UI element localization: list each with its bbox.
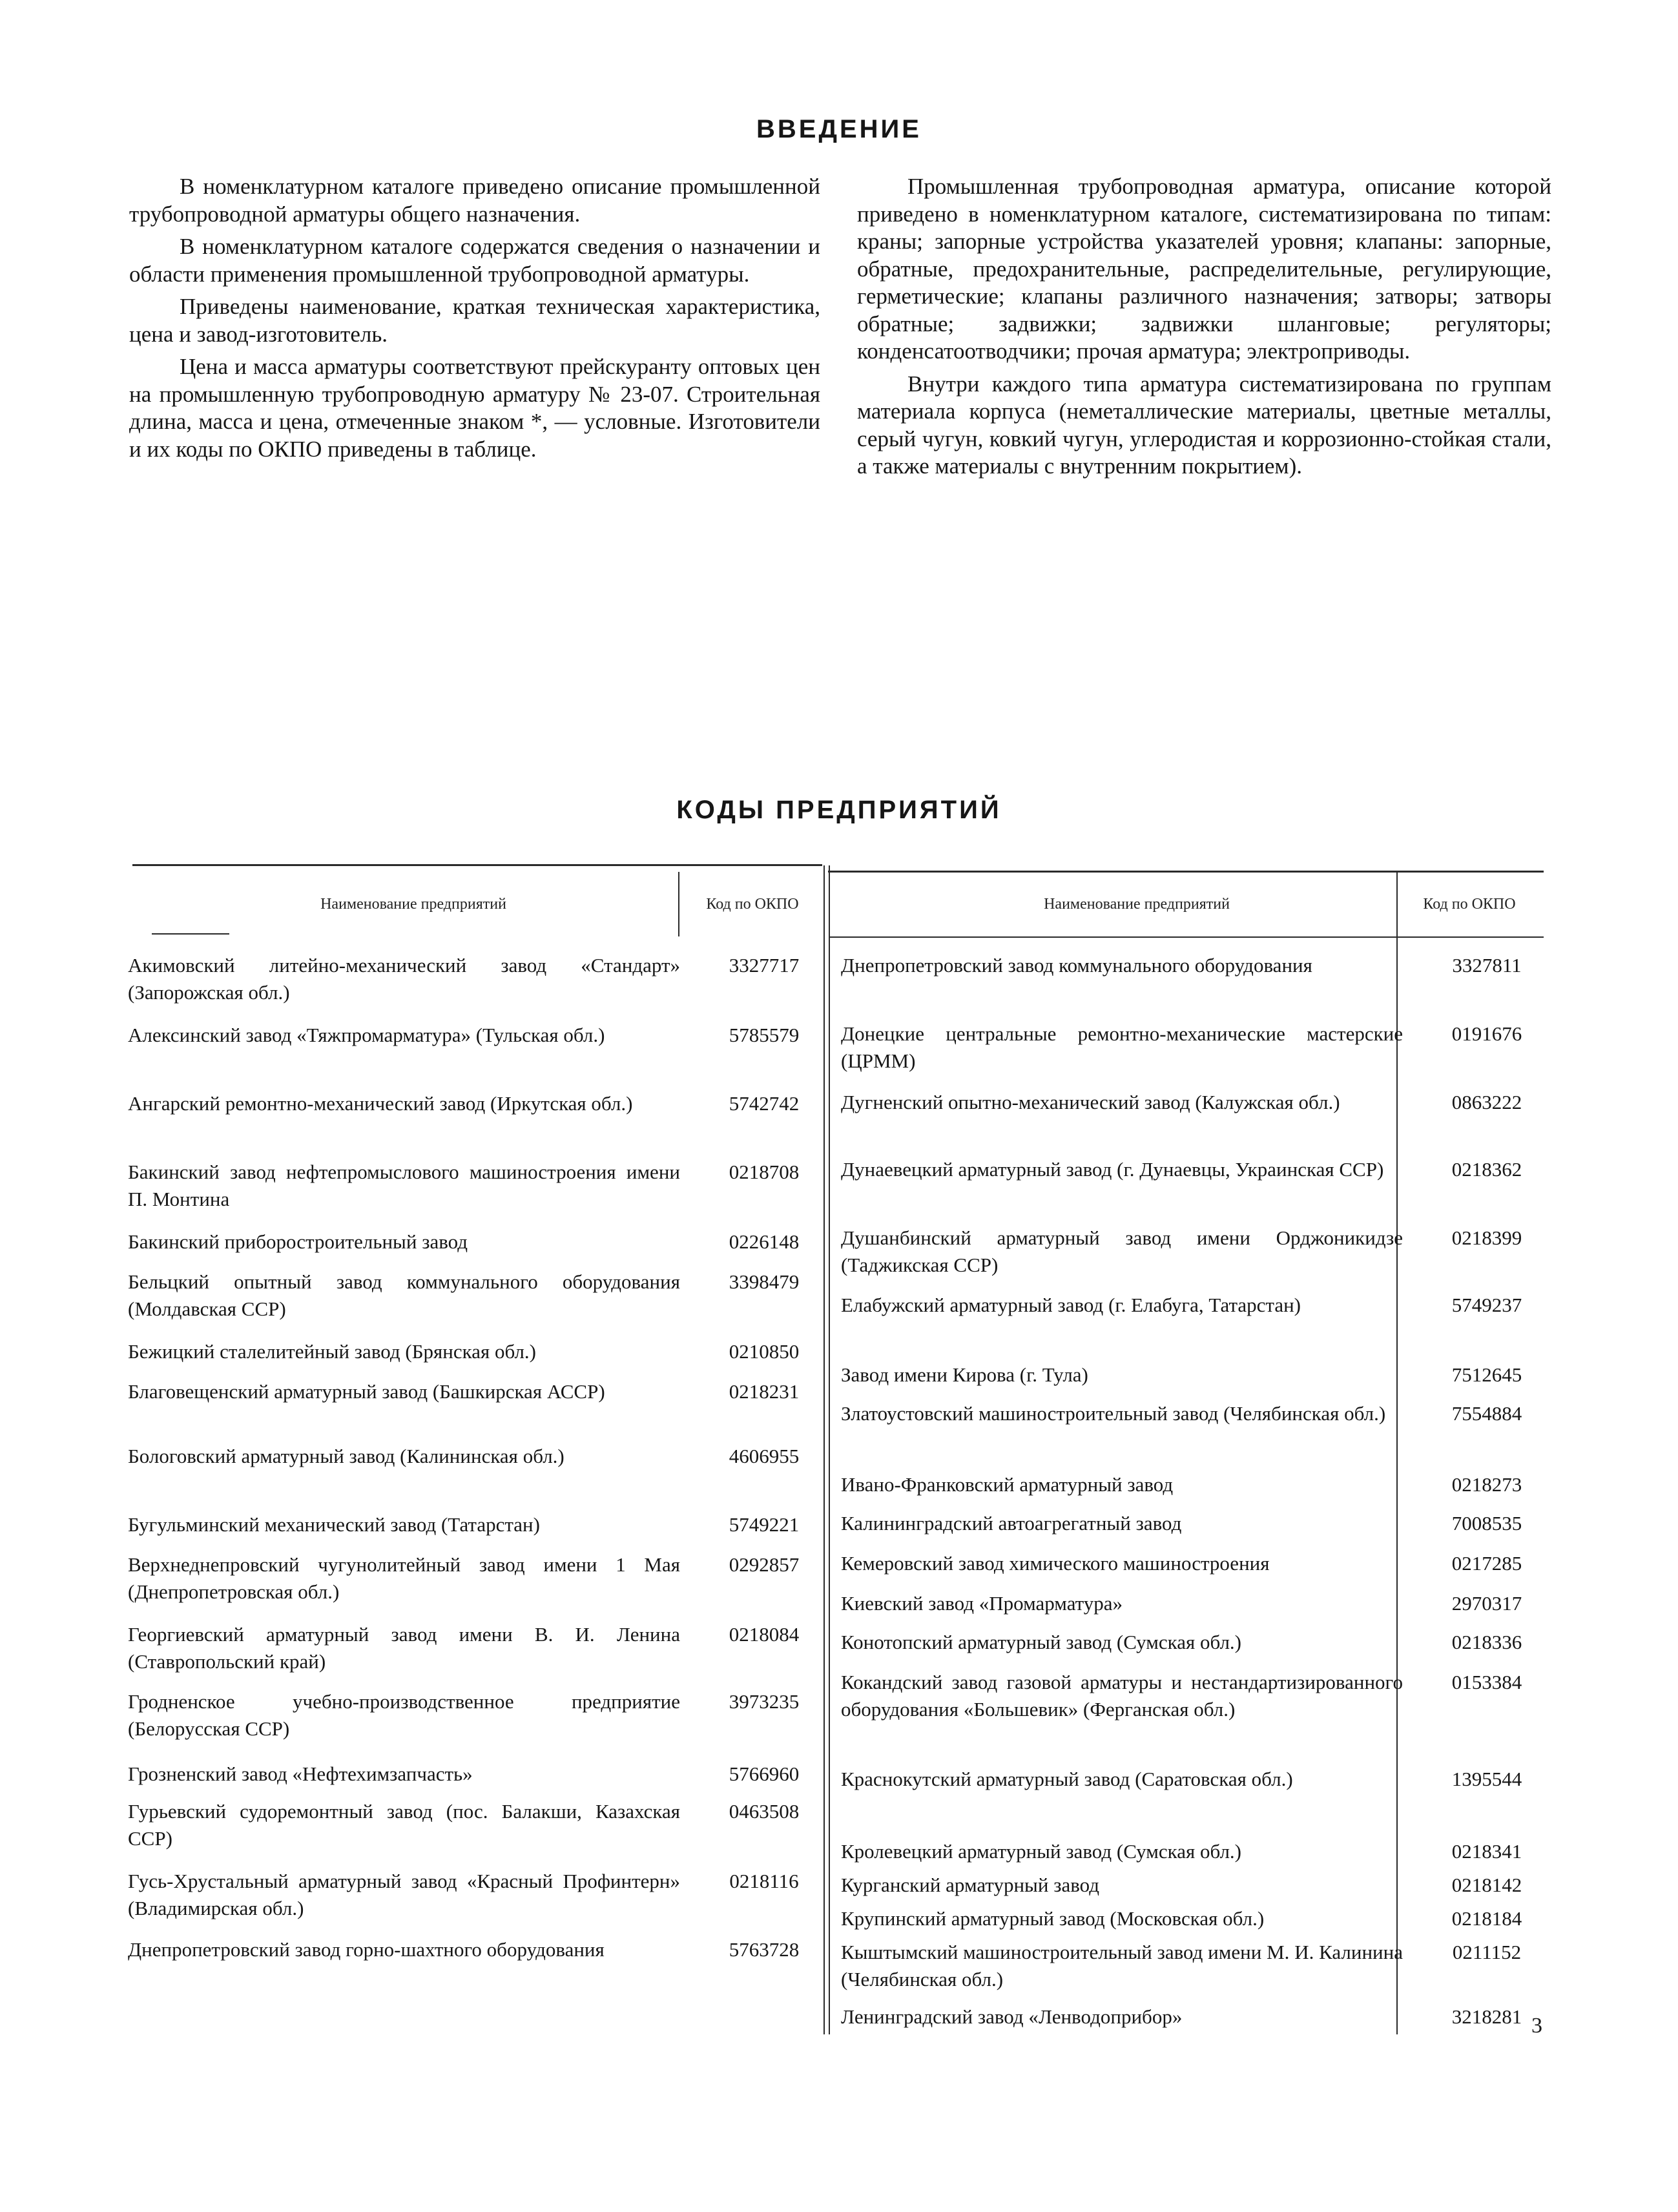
enterprise-name: Дунаевецкий арматурный завод (г. Дунаевцы, Украинская ССР) (841, 1158, 1384, 1181)
enterprise-name: Георгиевский арматурный завод имени В. И. Ленина (Ставропольский край) (128, 1623, 680, 1673)
enterprise-name: Душанбинский арматурный завод имени Орджоникидзе (Таджикская ССР) (841, 1226, 1403, 1276)
okpo-code: 0218184 (1451, 1907, 1522, 1930)
intro-paragraph: Цена и масса арматуры соответствуют прейскуранту оптовых цен на промышленную трубопроводную арматуру № 23-07. Строительная длина, масса и цена, отмеченные знаком *, — условные. Изготовители и их коды по ОКПО приведены в таблице. (129, 354, 820, 462)
enterprise-name: Грозненский завод «Нефтехимзапчасть» (128, 1762, 473, 1785)
enterprise-name: Конотопский арматурный завод (Сумская обл.) (841, 1631, 1241, 1653)
table-row (841, 1905, 1571, 1939)
okpo-code: 5766960 (729, 1762, 800, 1785)
enterprise-name: Краснокутский арматурный завод (Саратовская обл.) (841, 1768, 1293, 1790)
enterprise-name: Елабужский арматурный завод (г. Елабуга, Татарстан) (841, 1294, 1301, 1316)
enterprise-name: Гурьевский судоремонтный завод (пос. Балакши, Казахская ССР) (128, 1800, 680, 1850)
header-name-left: Наименование предприятий (320, 896, 506, 913)
enterprise-name: Калининградский автоагрегатный завод (841, 1512, 1182, 1535)
table-row (128, 1090, 848, 1159)
table-row (841, 1156, 1571, 1225)
enterprise-name: Бельцкий опытный завод коммунального оборудования (Молдавская ССР) (128, 1270, 680, 1320)
enterprise-name: Бугульминский механический завод (Татарстан) (128, 1513, 540, 1536)
okpo-code: 0218399 (1451, 1226, 1522, 1249)
table-row (128, 952, 848, 1022)
okpo-code: 3327717 (729, 954, 800, 977)
table-row (128, 1868, 848, 1936)
table-top-rule-right (828, 871, 1544, 873)
enterprise-name: Днепропетровский завод горно-шахтного оборудования (128, 1938, 605, 1961)
okpo-code: 7554884 (1451, 1402, 1522, 1425)
table-row (841, 1020, 1571, 1089)
intro-right-column (857, 173, 1551, 486)
okpo-code: 0153384 (1451, 1671, 1522, 1693)
okpo-code: 2970317 (1451, 1592, 1522, 1615)
table-row (841, 1838, 1571, 1872)
okpo-code: 5742742 (729, 1092, 800, 1115)
table-row (841, 2003, 1571, 2042)
table-row (841, 1872, 1571, 1905)
okpo-code: 3973235 (729, 1690, 800, 1713)
enterprise-name: Ленинградский завод «Ленводоприбор» (841, 2005, 1183, 2028)
table-row (128, 1688, 848, 1761)
enterprise-name: Кыштымский машиностроительный завод имени М. И. Калинина (Челябинская обл.) (841, 1941, 1403, 1990)
enterprise-name: Днепропетровский завод коммунального оборудования (841, 954, 1312, 977)
okpo-code: 0292857 (729, 1553, 800, 1576)
okpo-code: 0463508 (729, 1800, 800, 1823)
okpo-code: 0218231 (729, 1380, 800, 1403)
table-row (128, 1338, 848, 1378)
table-header-rule (830, 936, 1544, 938)
enterprise-name: Благовещенский арматурный завод (Башкирская АССР) (128, 1380, 605, 1403)
enterprise-name: Кролевецкий арматурный завод (Сумская обл.) (841, 1840, 1241, 1863)
okpo-code: 0226148 (729, 1230, 800, 1253)
okpo-code: 3398479 (729, 1270, 800, 1293)
table-row (128, 1022, 848, 1090)
table-row (841, 1400, 1571, 1471)
table-top-rule-left (132, 864, 822, 866)
codes-title: КОДЫ ПРЕДПРИЯТИЙ (676, 796, 1002, 824)
codes-left-column (128, 952, 848, 2001)
okpo-code: 0210850 (729, 1340, 800, 1363)
okpo-code: 0218116 (729, 1870, 799, 1892)
enterprise-name: Дугненский опытно-механический завод (Калужская обл.) (841, 1091, 1340, 1113)
page-number: 3 (1531, 2014, 1542, 2038)
enterprise-name: Киевский завод «Промарматура» (841, 1592, 1123, 1615)
intro-left-column (129, 173, 820, 468)
header-name-right: Наименование предприятий (1044, 896, 1230, 913)
okpo-code: 3327811 (1452, 954, 1522, 977)
header-code-left: Код по ОКПО (706, 896, 799, 913)
enterprise-name: Кемеровский завод химического машиностроения (841, 1552, 1270, 1575)
table-row (841, 1669, 1571, 1766)
enterprise-name: Курганский арматурный завод (841, 1874, 1100, 1896)
table-row (841, 1590, 1571, 1629)
okpo-code: 0218273 (1451, 1473, 1522, 1496)
enterprise-name: Бакинский завод нефтепромыслового машиностроения имени П. Монтина (128, 1161, 680, 1210)
table-row (841, 952, 1571, 1020)
table-row (128, 1761, 848, 1798)
codes-right-column (841, 952, 1571, 2042)
table-row (841, 1629, 1571, 1669)
enterprise-name: Бологовский арматурный завод (Калининская обл.) (128, 1445, 565, 1467)
table-row (128, 1511, 848, 1551)
okpo-code: 5749221 (729, 1513, 800, 1536)
table-header-rule (152, 933, 229, 935)
enterprise-name: Завод имени Кирова (г. Тула) (841, 1363, 1088, 1386)
okpo-code: 0191676 (1451, 1022, 1522, 1045)
okpo-code: 0218142 (1451, 1874, 1522, 1896)
okpo-code: 0217285 (1451, 1552, 1522, 1575)
okpo-code: 0218336 (1451, 1631, 1522, 1653)
enterprise-name: Гусь-Хрустальный арматурный завод «Красный Профинтерн» (Владимирская обл.) (128, 1870, 680, 1919)
enterprise-name: Алексинский завод «Тяжпромарматура» (Тульская обл.) (128, 1024, 605, 1046)
okpo-code: 5763728 (729, 1938, 800, 1961)
enterprise-name: Бежицкий сталелитейный завод (Брянская обл.) (128, 1340, 537, 1363)
intro-paragraph: В номенклатурном каталоге содержатся сведения о назначении и области применения промышленной трубопроводной арматуры. (129, 234, 820, 287)
enterprise-name: Гродненское учебно-производственное предприятие (Белорусская ССР) (128, 1690, 680, 1740)
table-row (841, 1292, 1571, 1361)
okpo-code: 4606955 (729, 1445, 800, 1467)
table-row (128, 1228, 848, 1268)
enterprise-name: Верхнеднепровский чугунолитейный завод имени 1 Мая (Днепропетровская обл.) (128, 1553, 680, 1603)
enterprise-name: Крупинский арматурный завод (Московская обл.) (841, 1907, 1265, 1930)
enterprise-name: Акимовский литейно-механический завод «Стандарт» (Запорожская обл.) (128, 954, 680, 1004)
enterprise-name: Донецкие центральные ремонтно-механические мастерские (ЦРММ) (841, 1022, 1403, 1072)
table-row (841, 1550, 1571, 1590)
intro-paragraph: В номенклатурном каталоге приведено описание промышленной трубопроводной арматуры общего назначения. (129, 174, 820, 227)
table-row (128, 1621, 848, 1688)
okpo-code: 5785579 (729, 1024, 800, 1046)
okpo-code: 7512645 (1451, 1363, 1522, 1386)
introduction-title: ВВЕДЕНИЕ (756, 115, 922, 143)
okpo-code: 0218341 (1451, 1840, 1522, 1863)
table-row (128, 1936, 848, 2001)
enterprise-name: Ангарский ремонтно-механический завод (Иркутская обл.) (128, 1092, 633, 1115)
enterprise-name: Бакинский приборостроительный завод (128, 1230, 468, 1253)
okpo-code: 3218281 (1451, 2005, 1522, 2028)
table-row (128, 1551, 848, 1621)
okpo-code: 5749237 (1451, 1294, 1522, 1316)
intro-paragraph: Промышленная трубопроводная арматура, описание которой приведено в номенклатурном каталоге, систематизирована по типам: краны; запорные устройства указателей уровня; клапаны: запорные, обратные, предохранительные, распределительные, регулирующие, герметические; клапаны различного назначения; затворы; затворы обратные; задвижки; задвижки шланговые; регуляторы; конденсатоотводчики; прочая арматура; электроприводы. (857, 174, 1551, 364)
table-row (128, 1268, 848, 1338)
enterprise-name: Кокандский завод газовой арматуры и нестандартизированного оборудования «Большевик» (Ферганская обл.) (841, 1671, 1403, 1721)
table-row (841, 1510, 1571, 1550)
table-row (128, 1798, 848, 1868)
table-row (841, 1766, 1571, 1838)
table-row (841, 1471, 1571, 1510)
okpo-code: 1395544 (1451, 1768, 1522, 1790)
table-row (841, 1225, 1571, 1292)
table-row (128, 1378, 848, 1443)
okpo-code: 0218362 (1451, 1158, 1522, 1181)
enterprise-name: Ивано-Франковский арматурный завод (841, 1473, 1174, 1496)
okpo-code: 0218708 (729, 1161, 800, 1183)
table-row (841, 1939, 1571, 2003)
okpo-code: 0863222 (1451, 1091, 1522, 1113)
okpo-code: 0218084 (729, 1623, 800, 1646)
table-row (841, 1089, 1571, 1156)
table-row (128, 1443, 848, 1511)
okpo-code: 0211152 (1452, 1941, 1522, 1963)
table-row (841, 1361, 1571, 1400)
table-row (128, 1159, 848, 1228)
table-divider (678, 872, 679, 936)
enterprise-name: Златоустовский машиностроительный завод (Челябинская обл.) (841, 1402, 1386, 1425)
header-code-right: Код по ОКПО (1423, 896, 1516, 913)
okpo-code: 7008535 (1451, 1512, 1522, 1535)
intro-paragraph: Приведены наименование, краткая техническая характеристика, цена и завод-изготовитель. (129, 294, 820, 347)
intro-paragraph: Внутри каждого типа арматура систематизирована по группам материала корпуса (неметаллические материалы, цветные металлы, серый чугун, ковкий чугун, углеродистая и коррозионно-стойкая стали, а также материалы с внутренним покрытием). (857, 371, 1551, 479)
